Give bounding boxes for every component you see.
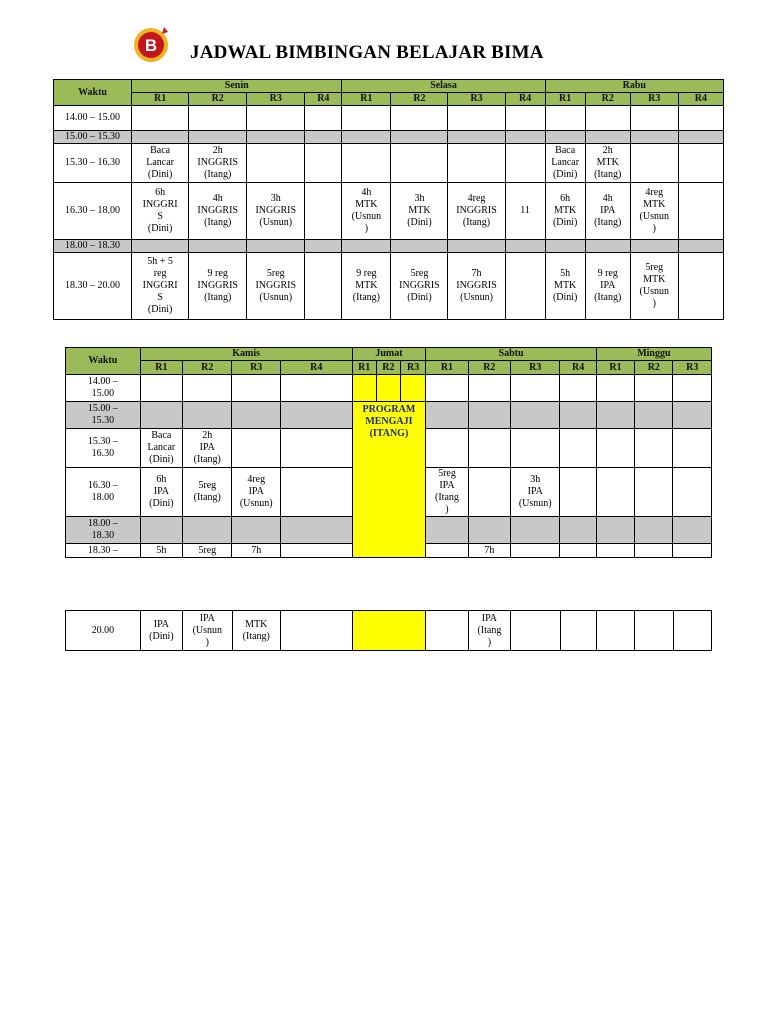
room-header: R1: [140, 361, 182, 375]
schedule-cell: [511, 375, 560, 402]
schedule-cell: IPA (Dini): [140, 611, 182, 651]
room-header: R2: [376, 361, 400, 375]
schedule-cell: 3h MTK (Dini): [391, 183, 448, 240]
schedule-row: [54, 144, 724, 183]
room-header: R3: [673, 361, 712, 375]
schedule-cell: [189, 106, 247, 131]
schedule-cell: [505, 131, 545, 144]
schedule-cell: 5reg (Itang): [183, 468, 232, 517]
day-header-sabtu: Sabtu: [426, 348, 597, 361]
schedule-cell: [305, 131, 342, 144]
room-header: R2: [585, 93, 630, 106]
schedule-cell: 4reg IPA (Usnun): [232, 468, 280, 517]
schedule-cell: [305, 240, 342, 253]
schedule-table-senin-rabu: [53, 79, 724, 320]
room-header: R3: [448, 93, 505, 106]
schedule-cell: [630, 144, 678, 183]
schedule-cell: [630, 131, 678, 144]
schedule-cell: 5reg: [183, 544, 232, 558]
schedule-cell: [305, 144, 342, 183]
schedule-cell: 5h + 5 reg INGGRI S (Dini): [132, 253, 189, 320]
jumat-cell: [352, 375, 376, 402]
time-slot: 15.30 – 16.30: [66, 429, 141, 468]
schedule-cell: 2h IPA (Itang): [183, 429, 232, 468]
schedule-cell: [511, 517, 560, 544]
schedule-cell: [280, 517, 352, 544]
schedule-cell: 4h MTK (Usnun ): [342, 183, 391, 240]
schedule-cell: [232, 429, 280, 468]
room-header: R1: [132, 93, 189, 106]
schedule-cell: MTK (Itang): [232, 611, 280, 651]
schedule-cell: [505, 144, 545, 183]
schedule-cell: [391, 240, 448, 253]
schedule-cell: Baca Lancar (Dini): [545, 144, 585, 183]
schedule-cell: [585, 131, 630, 144]
schedule-cell: [673, 517, 712, 544]
schedule-cell: [280, 544, 352, 558]
schedule-cell: [468, 429, 510, 468]
room-header: R2: [189, 93, 247, 106]
schedule-cell: [305, 253, 342, 320]
room-header: R4: [678, 93, 723, 106]
room-header: R1: [342, 93, 391, 106]
schedule-cell: [545, 131, 585, 144]
schedule-cell: 5h: [140, 544, 182, 558]
schedule-cell: 2h MTK (Itang): [585, 144, 630, 183]
time-slot: 15.30 – 16.30: [54, 144, 132, 183]
schedule-cell: [232, 402, 280, 429]
schedule-cell: [505, 240, 545, 253]
room-header: R2: [468, 361, 510, 375]
schedule-cell: [630, 240, 678, 253]
schedule-cell: 4reg INGGRIS (Itang): [448, 183, 505, 240]
schedule-cell: [673, 402, 712, 429]
schedule-cell: [545, 240, 585, 253]
schedule-cell: [448, 131, 505, 144]
schedule-cell: [391, 144, 448, 183]
schedule-cell: IPA (Itang ): [468, 611, 510, 651]
schedule-cell: [673, 375, 712, 402]
schedule-cell: [560, 375, 596, 402]
schedule-cell: [596, 468, 634, 517]
schedule-cell: 7h: [468, 544, 510, 558]
schedule-cell: [183, 375, 232, 402]
schedule-cell: [140, 517, 182, 544]
logo-letter: B: [144, 36, 158, 55]
schedule-cell: 9 reg INGGRIS (Itang): [189, 253, 247, 320]
schedule-cell: [635, 375, 673, 402]
schedule-table-2000: [65, 610, 712, 651]
day-header-minggu: Minggu: [596, 348, 711, 361]
schedule-cell: 6h MTK (Dini): [545, 183, 585, 240]
schedule-row: [66, 375, 712, 402]
time-slot: 14.00 – 15.00: [66, 375, 141, 402]
schedule-cell: [596, 517, 634, 544]
schedule-cell: [673, 544, 712, 558]
schedule-cell: [596, 429, 634, 468]
day-header-row: [66, 348, 712, 361]
schedule-cell: Baca Lancar (Dini): [132, 144, 189, 183]
schedule-cell: [511, 611, 560, 651]
schedule-cell: [511, 429, 560, 468]
schedule-cell: [280, 375, 352, 402]
time-slot: 18.00 – 18.30: [66, 517, 141, 544]
schedule-cell: [635, 517, 673, 544]
schedule-cell: IPA (Usnun ): [183, 611, 232, 651]
schedule-cell: [673, 429, 712, 468]
time-slot: 16.30 – 18.00: [66, 468, 141, 517]
schedule-row: [54, 106, 724, 131]
schedule-cell: [635, 611, 673, 651]
bima-logo: [131, 24, 171, 64]
schedule-cell: [183, 517, 232, 544]
schedule-cell: [505, 253, 545, 320]
schedule-cell: [183, 402, 232, 429]
schedule-cell: [678, 144, 723, 183]
schedule-row: [54, 131, 724, 144]
time-slot: 14.00 – 15.00: [54, 106, 132, 131]
schedule-cell: [189, 131, 247, 144]
schedule-cell: [140, 402, 182, 429]
schedule-cell: [630, 106, 678, 131]
room-header-row: [66, 361, 712, 375]
waktu-header: Waktu: [54, 80, 132, 106]
room-header: R2: [391, 93, 448, 106]
schedule-cell: [280, 468, 352, 517]
page-title: JADWAL BIMBINGAN BELAJAR BIMA: [190, 42, 544, 63]
day-header-senin: Senin: [132, 80, 342, 93]
schedule-cell: [560, 544, 596, 558]
schedule-cell: Baca Lancar (Dini): [140, 429, 182, 468]
schedule-cell: 5reg INGGRIS (Usnun): [247, 253, 305, 320]
schedule-cell: [391, 131, 448, 144]
room-header: R3: [247, 93, 305, 106]
schedule-cell: 7h: [232, 544, 280, 558]
time-slot: 15.00 – 15.30: [54, 131, 132, 144]
schedule-cell: [596, 544, 634, 558]
schedule-cell: 4reg MTK (Usnun ): [630, 183, 678, 240]
schedule-cell: [560, 468, 596, 517]
schedule-cell: [596, 611, 634, 651]
jumat-cell: [352, 611, 426, 651]
room-header-row: [54, 93, 724, 106]
schedule-cell: [342, 144, 391, 183]
schedule-cell: [280, 402, 352, 429]
room-header: R2: [183, 361, 232, 375]
time-slot: 20.00: [66, 611, 141, 651]
room-header: R2: [635, 361, 673, 375]
schedule-cell: [280, 611, 352, 651]
schedule-cell: [391, 106, 448, 131]
schedule-row: [54, 240, 724, 253]
schedule-cell: 3h INGGRIS (Usnun): [247, 183, 305, 240]
schedule-cell: [678, 183, 723, 240]
room-header: R4: [280, 361, 352, 375]
schedule-cell: [247, 106, 305, 131]
schedule-cell: [426, 611, 468, 651]
schedule-cell: [545, 106, 585, 131]
schedule-cell: [560, 429, 596, 468]
schedule-cell: [560, 402, 596, 429]
room-header: R4: [560, 361, 596, 375]
schedule-cell: [132, 106, 189, 131]
schedule-cell: [635, 429, 673, 468]
schedule-cell: [678, 106, 723, 131]
schedule-cell: 5reg INGGRIS (Dini): [391, 253, 448, 320]
room-header: R1: [596, 361, 634, 375]
schedule-cell: [426, 402, 468, 429]
room-header: R3: [511, 361, 560, 375]
schedule-cell: [678, 240, 723, 253]
schedule-cell: [673, 468, 712, 517]
schedule-cell: [596, 402, 634, 429]
time-slot: 18.00 – 18.30: [54, 240, 132, 253]
room-header: R3: [401, 361, 426, 375]
schedule-cell: [678, 253, 723, 320]
schedule-cell: 4h IPA (Itang): [585, 183, 630, 240]
time-slot: 18.30 –: [66, 544, 141, 558]
schedule-cell: [678, 131, 723, 144]
room-header: R3: [232, 361, 280, 375]
schedule-cell: [468, 517, 510, 544]
schedule-row: [54, 183, 724, 240]
schedule-cell: [511, 402, 560, 429]
schedule-cell: [448, 240, 505, 253]
schedule-cell: [189, 240, 247, 253]
schedule-cell: [232, 517, 280, 544]
schedule-cell: 9 reg MTK (Itang): [342, 253, 391, 320]
schedule-cell: 2h INGGRIS (Itang): [189, 144, 247, 183]
schedule-cell: [585, 106, 630, 131]
schedule-cell: 9 reg IPA (Itang): [585, 253, 630, 320]
day-header-rabu: Rabu: [545, 80, 723, 93]
waktu-header: Waktu: [66, 348, 141, 375]
schedule-cell: [635, 468, 673, 517]
schedule-cell: [342, 240, 391, 253]
schedule-cell: [505, 106, 545, 131]
schedule-row: [66, 611, 712, 651]
schedule-cell: 5reg IPA (Itang ): [426, 468, 468, 517]
schedule-cell: [247, 131, 305, 144]
time-slot: 16.30 – 18.00: [54, 183, 132, 240]
schedule-cell: 5reg MTK (Usnun ): [630, 253, 678, 320]
schedule-cell: 6h INGGRI S (Dini): [132, 183, 189, 240]
room-header: R1: [545, 93, 585, 106]
schedule-cell: [426, 429, 468, 468]
schedule-cell: [426, 375, 468, 402]
schedule-cell: [635, 544, 673, 558]
day-header-row: [54, 80, 724, 93]
schedule-cell: [511, 544, 560, 558]
schedule-cell: [468, 468, 510, 517]
schedule-cell: [342, 106, 391, 131]
jumat-cell: [376, 375, 400, 402]
schedule-cell: [596, 375, 634, 402]
room-header: R1: [352, 361, 376, 375]
day-header-jumat: Jumat: [352, 348, 426, 361]
schedule-cell: [247, 144, 305, 183]
schedule-cell: 6h IPA (Dini): [140, 468, 182, 517]
schedule-cell: [140, 375, 182, 402]
jumat-cell: [401, 375, 426, 402]
schedule-table-kamis-minggu: [65, 347, 712, 558]
schedule-cell: 5h MTK (Dini): [545, 253, 585, 320]
room-header: R4: [505, 93, 545, 106]
schedule-cell: [585, 240, 630, 253]
schedule-cell: [305, 106, 342, 131]
schedule-cell: [305, 183, 342, 240]
schedule-cell: [132, 131, 189, 144]
time-slot: 15.00 – 15.30: [66, 402, 141, 429]
schedule-cell: [426, 517, 468, 544]
time-slot: 18.30 – 20.00: [54, 253, 132, 320]
schedule-cell: [426, 544, 468, 558]
schedule-row: [54, 253, 724, 320]
schedule-cell: [132, 240, 189, 253]
room-header: R1: [426, 361, 468, 375]
schedule-cell: [247, 240, 305, 253]
schedule-cell: 3h IPA (Usnun): [511, 468, 560, 517]
schedule-cell: [448, 106, 505, 131]
schedule-cell: 7h INGGRIS (Usnun): [448, 253, 505, 320]
day-header-selasa: Selasa: [342, 80, 545, 93]
schedule-cell: [468, 402, 510, 429]
schedule-cell: [560, 611, 596, 651]
day-header-kamis: Kamis: [140, 348, 352, 361]
schedule-cell: [673, 611, 711, 651]
schedule-cell: [448, 144, 505, 183]
schedule-cell: [342, 131, 391, 144]
schedule-cell: 11: [505, 183, 545, 240]
schedule-cell: [232, 375, 280, 402]
program-mengaji-label: PROGRAM MENGAJI (ITANG): [352, 402, 426, 558]
room-header: R3: [630, 93, 678, 106]
schedule-cell: [635, 402, 673, 429]
schedule-cell: [560, 517, 596, 544]
schedule-cell: 4h INGGRIS (Itang): [189, 183, 247, 240]
schedule-row: [66, 402, 712, 429]
schedule-cell: [468, 375, 510, 402]
schedule-cell: [280, 429, 352, 468]
room-header: R4: [305, 93, 342, 106]
